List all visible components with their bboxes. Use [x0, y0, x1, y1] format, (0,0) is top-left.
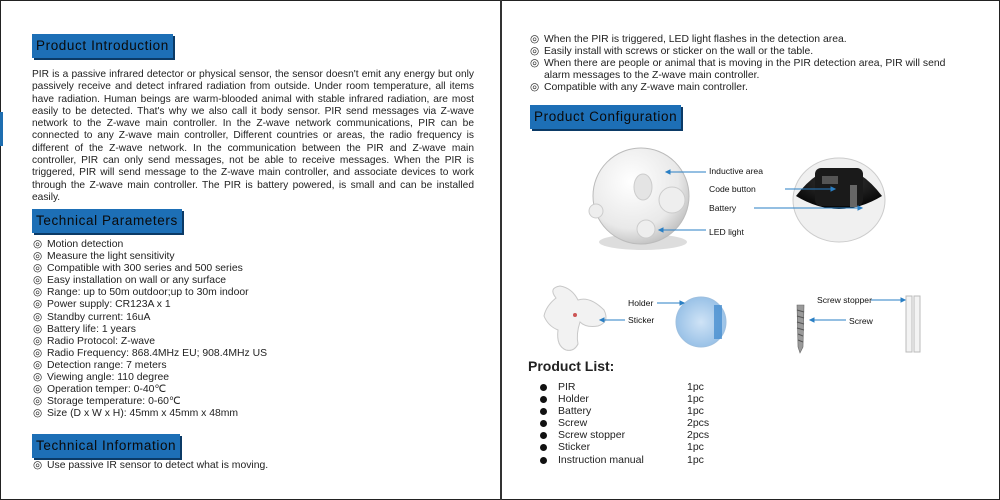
- product-item-qty: 2pcs: [687, 429, 710, 442]
- callout-sticker: Sticker: [628, 315, 655, 325]
- parameter-item-text: Size (D x W x H): 45mm x 45mm x 48mm: [47, 408, 239, 420]
- bullet-icon: ◎: [33, 372, 43, 384]
- bullet-icon: ◎: [33, 396, 43, 408]
- product-item-name: Screw stopper: [558, 429, 626, 442]
- callout-holder: Holder: [628, 298, 654, 308]
- callout-battery: Battery: [709, 203, 737, 213]
- parameter-item-text: Power supply: CR123A x 1: [47, 299, 171, 311]
- product-introduction-heading: Product Introduction: [32, 34, 173, 58]
- product-item-name: Instruction manual: [558, 453, 644, 466]
- bullet-icon: ◎: [530, 34, 540, 45]
- screw-stopper-image: [906, 296, 920, 352]
- product-item-qty: 1pc: [687, 441, 704, 454]
- parameter-item-text: Range: up to 50m outdoor;up to 30m indoor: [47, 287, 249, 299]
- bullet-icon: ◎: [33, 275, 43, 287]
- product-item-qty: 1pc: [687, 393, 704, 406]
- bullet-dot-icon: [540, 457, 547, 464]
- bullet-icon: ◎: [530, 82, 540, 94]
- parameter-item-text: Viewing angle: 110 degree: [47, 372, 170, 384]
- technical-parameters-heading: Technical Parameters: [32, 209, 182, 233]
- product-introduction-text: PIR is a passive infrared detector or physical sensor, the sensor doesn't emit any energy but only passively receive and detect infrared radiation from outside. Under room temperature, all items have radiation. Human beings are warm-blooded animal with stable infrared radiation, are most easily to be detected. That's why we also call it body sensor. PIR send messages via Z-wave network to the Z-wave main controller. In the Z-wave network communications, PIR can be connected to any Z-wave main controller, Different countries or areas, the radio frequency is different of the Z-wave network. In the communication between the PIR and Z-wave main controller, PIR can only send messages, not be able to receive messages. When the PIR is triggered, PIR will send message to the Z-wave main controller, and associate devices to work through the Z-wave main controller. The PIR is battery powered, is small and can be installed easily.: [32, 69, 474, 203]
- parameter-item-text: Battery life: 1 years: [47, 323, 136, 335]
- feature-item-text: Easily install with screws or sticker on the wall or the table.: [544, 46, 814, 58]
- bullet-icon: ◎: [33, 335, 43, 347]
- bullet-icon: ◎: [530, 46, 540, 58]
- bullet-icon: ◎: [33, 287, 43, 299]
- bullet-icon: ◎: [33, 323, 43, 335]
- screw-image: [797, 305, 804, 353]
- product-item-qty: 1pc: [687, 405, 704, 418]
- feature-item-text: When there are people or animal that is moving in the PIR detection area, PIR will send: [544, 58, 946, 70]
- product-item-name: PIR: [558, 381, 576, 393]
- feature-item-text: Compatible with any Z-wave main controller.: [544, 82, 748, 94]
- bullet-icon: ◎: [33, 263, 43, 275]
- bullet-icon: ◎: [33, 251, 43, 263]
- callout-screw-stopper: Screw stopper: [817, 295, 872, 305]
- technical-information-heading: Technical Information: [32, 434, 180, 458]
- parameter-item-text: Operation temper: 0-40℃: [47, 384, 167, 396]
- bullet-icon: ◎: [33, 408, 43, 420]
- callout-led-light: LED light: [709, 227, 744, 237]
- parameter-item-text: Easy installation on wall or any surface: [47, 275, 227, 287]
- parameter-item-text: Radio Frequency: 868.4MHz EU; 908.4MHz US: [47, 347, 268, 359]
- holder-image: [544, 286, 606, 350]
- callout-code-button: Code button: [709, 184, 756, 194]
- product-configuration-heading: Product Configuration: [530, 105, 681, 129]
- feature-item-text: alarm messages to the Z-wave main controller.: [544, 70, 760, 82]
- product-item-qty: 1pc: [687, 453, 704, 466]
- product-item-qty: 2pcs: [687, 417, 710, 430]
- bullet-dot-icon: [540, 384, 547, 391]
- bullet-icon: ◎: [33, 460, 43, 471]
- pir-back-image: [793, 158, 885, 242]
- bullet-icon: ◎: [33, 239, 43, 250]
- product-item-name: Sticker: [558, 441, 591, 454]
- parameter-item-text: Compatible with 300 series and 500 series: [47, 263, 243, 275]
- bullet-icon: ◎: [33, 299, 43, 311]
- callout-screw: Screw: [849, 316, 873, 326]
- product-item-name: Battery: [558, 405, 592, 418]
- product-list-title: Product List:: [528, 358, 615, 374]
- bullet-icon: ◎: [530, 58, 540, 70]
- product-item-qty: 1pc: [687, 381, 704, 393]
- pir-sensor-image: [589, 148, 689, 250]
- sticker-image: [676, 297, 726, 347]
- parameter-item-text: Detection range: 7 meters: [47, 359, 167, 371]
- callout-inductive-area: Inductive area: [709, 166, 763, 176]
- product-item-name: Screw: [558, 417, 588, 430]
- bullet-icon: ◎: [33, 347, 43, 359]
- parameter-item-text: Storage temperature: 0-60℃: [47, 396, 181, 408]
- parameter-item-text: Measure the light sensitivity: [47, 251, 175, 263]
- parameter-item-text: Motion detection: [47, 239, 124, 250]
- parameter-item-text: Radio Protocol: Z-wave: [47, 335, 155, 347]
- product-item-name: Holder: [558, 393, 589, 406]
- bullet-icon: ◎: [33, 311, 43, 323]
- information-item-text: Use passive IR sensor to detect what is moving.: [47, 460, 269, 471]
- parameter-item-text: Standby current: 16uA: [47, 311, 151, 323]
- bullet-icon: ◎: [33, 384, 43, 396]
- feature-item-text: When the PIR is triggered, LED light flashes in the detection area.: [544, 34, 847, 45]
- bullet-icon: ◎: [33, 359, 43, 371]
